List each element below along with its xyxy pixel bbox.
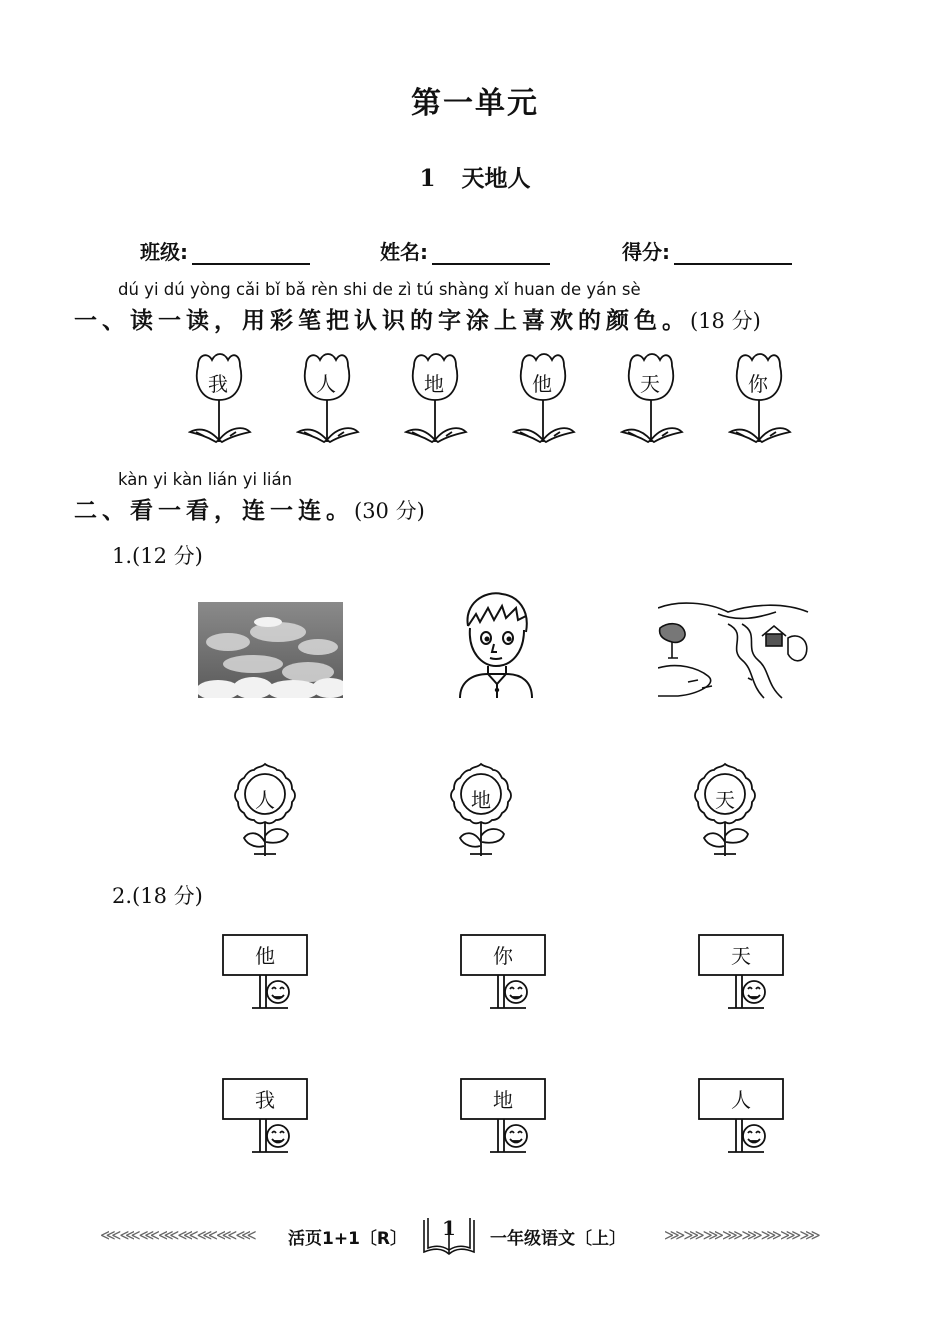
q2-score: (30 分) [354, 499, 425, 523]
class-blank[interactable] [192, 245, 310, 265]
flower-1[interactable] [188, 352, 268, 452]
page-number: 1 [442, 1216, 456, 1240]
flower-6[interactable] [728, 352, 808, 452]
class-field[interactable] [140, 236, 310, 265]
sunflower-character: 地 [471, 788, 491, 812]
flower-3[interactable] [404, 352, 484, 452]
flower-character: 你 [748, 372, 768, 396]
flower-2[interactable] [296, 352, 376, 452]
q1-heading [74, 302, 761, 335]
score-label: 得分: [622, 240, 670, 264]
sunflower-character: 天 [715, 788, 735, 812]
sunflower-2[interactable] [446, 762, 516, 858]
clouds-sky-picture[interactable] [198, 602, 343, 698]
flower-character: 天 [640, 372, 660, 396]
sign-top-1[interactable] [222, 934, 322, 1012]
tulip-icon [728, 352, 808, 452]
sign-character: 他 [255, 944, 275, 968]
sign-top-3[interactable] [698, 934, 798, 1012]
q2-heading [74, 492, 425, 525]
tulip-icon [620, 352, 700, 452]
sign-character: 你 [493, 944, 513, 968]
sign-character: 人 [731, 1088, 751, 1112]
score-field[interactable] [622, 236, 792, 265]
sign-bottom-1[interactable] [222, 1078, 322, 1156]
sign-character: 我 [255, 1088, 275, 1112]
flower-character: 地 [424, 372, 444, 396]
sign-top-2[interactable] [460, 934, 560, 1012]
flower-character: 人 [316, 372, 336, 396]
book-icon [420, 1214, 478, 1258]
landscape-picture[interactable] [658, 598, 810, 700]
q1-score: (18 分) [690, 309, 761, 333]
q1-heading-text: 一、读一读，用彩笔把认识的字涂上喜欢的颜色。 [74, 308, 690, 334]
name-blank[interactable] [432, 245, 550, 265]
footer-subject: 一年级语文〔上〕 [490, 1229, 626, 1249]
sunflower-1[interactable] [230, 762, 300, 858]
flower-4[interactable] [512, 352, 592, 452]
q2-part2-label: 2.(18 分) [112, 884, 203, 908]
unit-title: 第一单元 [411, 86, 539, 121]
footer-book-series: 活页1+1〔R〕 [288, 1229, 407, 1249]
tulip-icon [512, 352, 592, 452]
tulip-icon [188, 352, 268, 452]
footer-left-arrows: ⋘⋘⋘⋘⋘⋘⋘⋘ [100, 1226, 255, 1244]
q2-pinyin: kàn yi kàn lián yi lián [118, 470, 293, 489]
class-label: 班级: [140, 240, 188, 264]
lesson-name: 天地人 [461, 165, 531, 192]
sunflower-3[interactable] [690, 762, 760, 858]
lesson-number: 1 [419, 165, 436, 192]
sunflower-character: 人 [255, 788, 275, 812]
tulip-icon [296, 352, 376, 452]
sign-character: 天 [731, 944, 751, 968]
name-label: 姓名: [380, 240, 428, 264]
flower-character: 我 [208, 372, 228, 396]
sign-character: 地 [493, 1088, 513, 1112]
name-field[interactable] [380, 236, 550, 265]
page-footer [0, 1216, 950, 1260]
q2-heading-text: 二、看一看，连一连。 [74, 498, 354, 524]
tulip-icon [404, 352, 484, 452]
lesson-title [0, 160, 950, 193]
score-blank[interactable] [674, 245, 792, 265]
sign-bottom-3[interactable] [698, 1078, 798, 1156]
q1-pinyin: dú yi dú yòng cǎi bǐ bǎ rèn shi de zì tú shàng xǐ huan de yán sè [118, 280, 641, 299]
flower-5[interactable] [620, 352, 700, 452]
sign-bottom-2[interactable] [460, 1078, 560, 1156]
flower-character: 他 [532, 372, 552, 396]
footer-right-arrows: ⋙⋙⋙⋙⋙⋙⋙⋙ [664, 1226, 819, 1244]
boy-picture[interactable] [454, 586, 536, 700]
q2-part1-label: 1.(12 分) [112, 544, 203, 568]
